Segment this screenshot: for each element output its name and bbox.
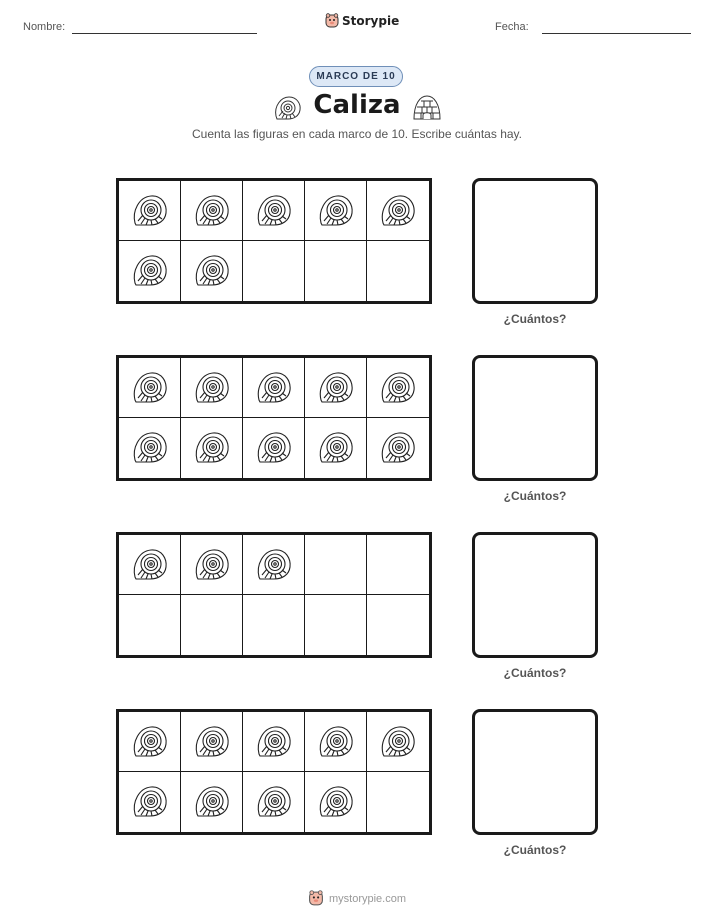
- answer-box-1[interactable]: [472, 178, 598, 304]
- answer-box-2[interactable]: [472, 355, 598, 481]
- question-label-1: ¿Cuántos?: [503, 312, 567, 326]
- snail-shell-icon: [192, 191, 232, 231]
- brand-name: Storypie: [342, 14, 400, 28]
- instructions: Cuenta las figuras en cada marco de 10. Escribe cuántas hay.: [192, 127, 522, 141]
- frame-cell: [305, 181, 367, 241]
- frame-cell: [305, 712, 367, 772]
- footer: [308, 890, 406, 907]
- frame-cell: [243, 595, 305, 655]
- question-label-4: ¿Cuántos?: [503, 843, 567, 857]
- mascot-icon: [308, 890, 324, 907]
- frame-cell: [119, 772, 181, 832]
- frame-cell: [243, 712, 305, 772]
- date-label: Fecha:: [495, 21, 529, 33]
- answer-box-4[interactable]: [472, 709, 598, 835]
- frame-cell: [367, 418, 429, 478]
- frame-cell: [119, 181, 181, 241]
- frame-cell: [181, 595, 243, 655]
- frame-cell: [305, 535, 367, 595]
- frame-cell: [181, 241, 243, 301]
- snail-shell-icon: [130, 251, 170, 291]
- frame-cell: [181, 535, 243, 595]
- frame-cell: [367, 358, 429, 418]
- answer-box-3[interactable]: [472, 532, 598, 658]
- brand-logo: [325, 13, 399, 29]
- frame-cell: [243, 241, 305, 301]
- frame-cell: [181, 358, 243, 418]
- ten-frame-1: [116, 178, 432, 304]
- snail-shell-icon: [316, 428, 356, 468]
- snail-shell-icon: [192, 782, 232, 822]
- frame-cell: [119, 595, 181, 655]
- frame-cell: [119, 712, 181, 772]
- frame-cell: [305, 418, 367, 478]
- frame-cell: [243, 418, 305, 478]
- snail-shell-icon: [130, 545, 170, 585]
- frame-cell: [181, 772, 243, 832]
- category-badge: MARCO DE 10: [309, 66, 403, 87]
- frame-cell: [305, 595, 367, 655]
- snail-shell-icon: [254, 722, 294, 762]
- frame-cell: [119, 358, 181, 418]
- frame-cell: [119, 535, 181, 595]
- ten-frame-2: [116, 355, 432, 481]
- snail-shell-icon: [130, 191, 170, 231]
- snail-shell-icon: [316, 368, 356, 408]
- frame-cell: [119, 418, 181, 478]
- snail-shell-icon: [192, 428, 232, 468]
- snail-shell-icon: [378, 191, 418, 231]
- question-label-2: ¿Cuántos?: [503, 489, 567, 503]
- frame-cell: [305, 241, 367, 301]
- igloo-icon: [412, 92, 442, 122]
- frame-cell: [367, 712, 429, 772]
- footer-url: mystorypie.com: [329, 892, 407, 905]
- snail-shell-icon: [254, 782, 294, 822]
- frame-cell: [305, 772, 367, 832]
- snail-shell-icon: [378, 428, 418, 468]
- frame-cell: [367, 772, 429, 832]
- snail-shell-icon: [254, 368, 294, 408]
- name-line[interactable]: [72, 33, 257, 34]
- ten-frame-3: [116, 532, 432, 658]
- frame-cell: [305, 358, 367, 418]
- snail-shell-icon: [192, 368, 232, 408]
- frame-cell: [243, 535, 305, 595]
- frame-cell: [181, 712, 243, 772]
- snail-shell-icon: [130, 368, 170, 408]
- snail-shell-icon: [316, 722, 356, 762]
- snail-shell-icon: [254, 545, 294, 585]
- page-title: Caliza: [313, 90, 401, 120]
- ten-frame-4: [116, 709, 432, 835]
- snail-shell-icon: [316, 782, 356, 822]
- frame-cell: [243, 772, 305, 832]
- frame-cell: [367, 595, 429, 655]
- name-label: Nombre:: [23, 21, 66, 33]
- frame-cell: [367, 241, 429, 301]
- snail-shell-icon: [378, 722, 418, 762]
- frame-cell: [119, 241, 181, 301]
- frame-cell: [243, 181, 305, 241]
- frame-cell: [367, 181, 429, 241]
- snail-shell-icon: [192, 251, 232, 291]
- snail-shell-icon: [192, 722, 232, 762]
- snail-shell-icon: [130, 428, 170, 468]
- frame-cell: [367, 535, 429, 595]
- frame-cell: [243, 358, 305, 418]
- snail-shell-icon: [130, 722, 170, 762]
- snail-shell-icon: [254, 428, 294, 468]
- date-line[interactable]: [542, 33, 691, 34]
- snail-shell-icon: [254, 191, 294, 231]
- mascot-icon: [325, 13, 339, 29]
- snail-shell-icon: [316, 191, 356, 231]
- snail-shell-icon: [130, 782, 170, 822]
- question-label-3: ¿Cuántos?: [503, 666, 567, 680]
- frame-cell: [181, 181, 243, 241]
- snail-shell-icon: [378, 368, 418, 408]
- snail-shell-icon: [192, 545, 232, 585]
- frame-cell: [181, 418, 243, 478]
